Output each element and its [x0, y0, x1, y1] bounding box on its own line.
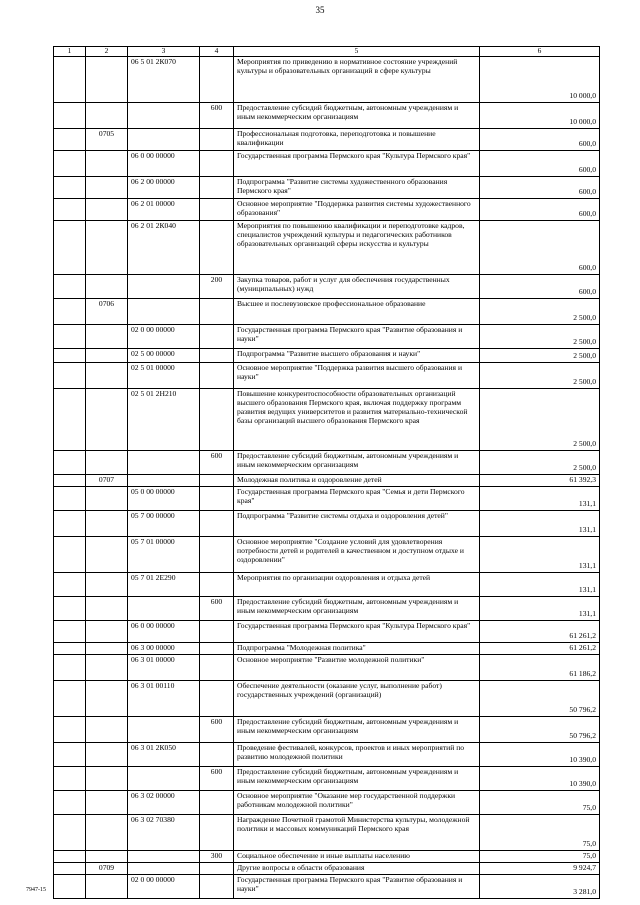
cell-description: Государственная программа Пермского края "Культура Пермского края"	[234, 150, 480, 176]
cell-description: Подпрограмма "Развитие системы художественного образования Пермского края"	[234, 176, 480, 198]
cell-expense-type	[200, 176, 234, 198]
cell-target-code	[128, 128, 200, 150]
cell-section-code	[86, 324, 128, 348]
cell-expense-type	[200, 814, 234, 850]
cell-target-code	[128, 766, 200, 790]
table-row	[54, 874, 600, 898]
cell-target-code: 06 2 01 2К040	[128, 220, 200, 274]
cell-description: Государственная программа Пермского края "Развитие образования и науки"	[234, 874, 480, 898]
cell-amount: 10 000,0	[480, 102, 600, 128]
cell-expense-type	[200, 742, 234, 766]
cell-amount: 50 796,2	[480, 716, 600, 742]
cell-amount: 3 281,0	[480, 874, 600, 898]
table-row	[54, 642, 600, 654]
cell-expense-type	[200, 220, 234, 274]
cell-col-1	[54, 486, 86, 510]
cell-target-code: 06 3 02 70380	[128, 814, 200, 850]
cell-col-1	[54, 790, 86, 814]
cell-section-code	[86, 220, 128, 274]
table-row	[54, 862, 600, 874]
cell-expense-type	[200, 324, 234, 348]
cell-expense-type	[200, 388, 234, 450]
cell-description: Государственная программа Пермского края "Культура Пермского края"	[234, 620, 480, 642]
cell-description: Мероприятия по организации оздоровления и отдыха детей	[234, 572, 480, 596]
cell-amount: 75,0	[480, 814, 600, 850]
cell-amount: 600,0	[480, 176, 600, 198]
cell-target-code	[128, 450, 200, 474]
cell-description: Профессиональная подготовка, переподготовка и повышение квалификации	[234, 128, 480, 150]
cell-target-code	[128, 298, 200, 324]
cell-amount: 10 000,0	[480, 56, 600, 102]
cell-section-code	[86, 362, 128, 388]
cell-description: Обеспечение деятельности (оказание услуг, выполнение работ) государственных учреждений (организаций)	[234, 680, 480, 716]
table-row	[54, 790, 600, 814]
cell-amount: 61 261,2	[480, 642, 600, 654]
cell-col-1	[54, 742, 86, 766]
cell-expense-type	[200, 790, 234, 814]
cell-col-1	[54, 388, 86, 450]
cell-section-code	[86, 536, 128, 572]
cell-target-code: 02 5 01 2Н210	[128, 388, 200, 450]
cell-col-1	[54, 176, 86, 198]
cell-description: Молодежная политика и оздоровление детей	[234, 474, 480, 486]
cell-col-1	[54, 596, 86, 620]
cell-target-code: 06 3 02 00000	[128, 790, 200, 814]
header-col-1: 1	[54, 47, 86, 57]
cell-col-1	[54, 862, 86, 874]
cell-section-code	[86, 680, 128, 716]
cell-col-1	[54, 220, 86, 274]
cell-description: Предоставление субсидий бюджетным, автономным учреждениям и иным некоммерческим организациям	[234, 716, 480, 742]
cell-expense-type: 300	[200, 850, 234, 862]
header-col-4: 4	[200, 47, 234, 57]
cell-col-1	[54, 850, 86, 862]
cell-target-code	[128, 850, 200, 862]
header-col-5: 5	[234, 47, 480, 57]
cell-description: Мероприятия по повышению квалификации и переподготовке кадров, специалистов учреждений культуры и педагогических работников образовательных организаций сферы искусства и культуры	[234, 220, 480, 274]
cell-section-code	[86, 572, 128, 596]
table-row	[54, 220, 600, 274]
cell-description: Подпрограмма "Молодежная политика"	[234, 642, 480, 654]
cell-description: Основное мероприятие "Создание условий для удовлетворения потребности детей и родителей в качественном и доступном отдыхе и оздоровлении"	[234, 536, 480, 572]
cell-amount: 131,1	[480, 510, 600, 536]
table-row	[54, 536, 600, 572]
cell-expense-type	[200, 680, 234, 716]
cell-section-code	[86, 274, 128, 298]
cell-description: Государственная программа Пермского края "Семья и дети Пермского края"	[234, 486, 480, 510]
cell-col-1	[54, 814, 86, 850]
cell-col-1	[54, 572, 86, 596]
cell-col-1	[54, 716, 86, 742]
cell-amount: 600,0	[480, 274, 600, 298]
cell-amount: 50 796,2	[480, 680, 600, 716]
cell-amount: 131,1	[480, 536, 600, 572]
cell-amount: 131,1	[480, 596, 600, 620]
cell-target-code	[128, 716, 200, 742]
cell-section-code	[86, 198, 128, 220]
cell-amount: 10 390,0	[480, 742, 600, 766]
cell-section-code	[86, 642, 128, 654]
cell-expense-type: 600	[200, 716, 234, 742]
cell-expense-type	[200, 510, 234, 536]
cell-description: Другие вопросы в области образования	[234, 862, 480, 874]
cell-col-1	[54, 874, 86, 898]
table-row	[54, 510, 600, 536]
cell-target-code	[128, 596, 200, 620]
cell-target-code: 06 3 01 2К050	[128, 742, 200, 766]
cell-expense-type	[200, 486, 234, 510]
table-row	[54, 198, 600, 220]
cell-section-code	[86, 716, 128, 742]
cell-target-code: 02 0 00 00000	[128, 324, 200, 348]
cell-section-code	[86, 388, 128, 450]
cell-col-1	[54, 198, 86, 220]
cell-col-1	[54, 620, 86, 642]
cell-section-code	[86, 102, 128, 128]
cell-expense-type	[200, 198, 234, 220]
cell-section-code: 0707	[86, 474, 128, 486]
cell-col-1	[54, 450, 86, 474]
cell-section-code	[86, 150, 128, 176]
cell-amount: 600,0	[480, 128, 600, 150]
cell-col-1	[54, 510, 86, 536]
cell-target-code: 02 0 00 00000	[128, 874, 200, 898]
cell-amount: 75,0	[480, 790, 600, 814]
cell-amount: 2 500,0	[480, 298, 600, 324]
cell-col-1	[54, 642, 86, 654]
cell-expense-type	[200, 642, 234, 654]
table-row	[54, 486, 600, 510]
cell-expense-type	[200, 298, 234, 324]
cell-expense-type	[200, 572, 234, 596]
cell-expense-type	[200, 536, 234, 572]
cell-col-1	[54, 474, 86, 486]
table-row	[54, 766, 600, 790]
cell-description: Основное мероприятие "Поддержка развития высшего образования и науки"	[234, 362, 480, 388]
cell-col-1	[54, 274, 86, 298]
cell-target-code: 06 3 01 00000	[128, 654, 200, 680]
table-row	[54, 324, 600, 348]
table-row	[54, 850, 600, 862]
cell-col-1	[54, 680, 86, 716]
table-row	[54, 620, 600, 642]
cell-expense-type: 200	[200, 274, 234, 298]
cell-amount: 61 261,2	[480, 620, 600, 642]
table-row	[54, 362, 600, 388]
cell-description: Предоставление субсидий бюджетным, автономным учреждениям и иным некоммерческим организациям	[234, 102, 480, 128]
cell-amount: 2 500,0	[480, 362, 600, 388]
cell-expense-type	[200, 348, 234, 362]
cell-section-code: 0709	[86, 862, 128, 874]
header-col-6: 6	[480, 47, 600, 57]
cell-section-code: 0705	[86, 128, 128, 150]
table-row	[54, 450, 600, 474]
cell-target-code: 02 5 01 00000	[128, 362, 200, 388]
cell-col-1	[54, 150, 86, 176]
table-row	[54, 128, 600, 150]
cell-section-code	[86, 654, 128, 680]
header-col-2: 2	[86, 47, 128, 57]
cell-amount: 600,0	[480, 220, 600, 274]
cell-expense-type	[200, 620, 234, 642]
cell-amount: 2 500,0	[480, 348, 600, 362]
cell-expense-type	[200, 654, 234, 680]
cell-col-1	[54, 536, 86, 572]
cell-expense-type: 600	[200, 766, 234, 790]
cell-target-code	[128, 274, 200, 298]
cell-description: Награждение Почетной грамотой Министерства культуры, молодежной политики и массовых коммуникаций Пермского края	[234, 814, 480, 850]
cell-section-code	[86, 348, 128, 362]
cell-section-code	[86, 510, 128, 536]
cell-target-code: 05 7 01 00000	[128, 536, 200, 572]
cell-amount: 2 500,0	[480, 388, 600, 450]
cell-amount: 600,0	[480, 150, 600, 176]
cell-amount: 61 392,3	[480, 474, 600, 486]
cell-expense-type	[200, 128, 234, 150]
cell-target-code: 05 7 00 00000	[128, 510, 200, 536]
table-row	[54, 102, 600, 128]
table-row	[54, 348, 600, 362]
cell-amount: 2 500,0	[480, 450, 600, 474]
cell-description: Социальное обеспечение и иные выплаты населению	[234, 850, 480, 862]
cell-expense-type	[200, 474, 234, 486]
cell-section-code	[86, 450, 128, 474]
cell-description: Основное мероприятие "Развитие молодежной политики"	[234, 654, 480, 680]
cell-description: Подпрограмма "Развитие высшего образования и науки"	[234, 348, 480, 362]
cell-section-code	[86, 620, 128, 642]
cell-col-1	[54, 324, 86, 348]
table-row	[54, 474, 600, 486]
cell-target-code: 06 3 00 00000	[128, 642, 200, 654]
cell-amount: 75,0	[480, 850, 600, 862]
cell-target-code: 06 3 01 00110	[128, 680, 200, 716]
cell-section-code: 0706	[86, 298, 128, 324]
cell-expense-type: 600	[200, 102, 234, 128]
cell-description: Предоставление субсидий бюджетным, автономным учреждениям и иным некоммерческим организациям	[234, 450, 480, 474]
table-row	[54, 56, 600, 102]
cell-section-code	[86, 176, 128, 198]
cell-target-code: 06 5 01 2К070	[128, 56, 200, 102]
cell-section-code	[86, 814, 128, 850]
footer-code: 7947-15	[26, 887, 46, 893]
cell-col-1	[54, 128, 86, 150]
cell-col-1	[54, 102, 86, 128]
cell-section-code	[86, 850, 128, 862]
cell-col-1	[54, 362, 86, 388]
cell-amount: 600,0	[480, 198, 600, 220]
cell-expense-type	[200, 874, 234, 898]
page-number: 35	[315, 5, 325, 15]
table-row	[54, 388, 600, 450]
cell-description: Повышение конкурентоспособности образовательных организаций высшего образования Пермского края, включая поддержку программ развития ведущих университетов и развития материально-технической базы организаций высшего образования Пермского края	[234, 388, 480, 450]
cell-target-code	[128, 102, 200, 128]
table-row	[54, 150, 600, 176]
cell-target-code	[128, 862, 200, 874]
cell-section-code	[86, 56, 128, 102]
cell-expense-type	[200, 862, 234, 874]
budget-table	[53, 46, 600, 899]
cell-col-1	[54, 348, 86, 362]
cell-col-1	[54, 56, 86, 102]
table-row	[54, 572, 600, 596]
cell-description: Высшее и послевузовское профессиональное образование	[234, 298, 480, 324]
cell-description: Основное мероприятие "Оказание мер государственной поддержки работникам молодежной политики"	[234, 790, 480, 814]
cell-target-code: 06 2 01 00000	[128, 198, 200, 220]
cell-expense-type	[200, 150, 234, 176]
cell-target-code: 05 7 01 2Е290	[128, 572, 200, 596]
cell-expense-type: 600	[200, 450, 234, 474]
cell-target-code: 05 0 00 00000	[128, 486, 200, 510]
cell-col-1	[54, 654, 86, 680]
cell-amount: 9 924,7	[480, 862, 600, 874]
header-col-3: 3	[128, 47, 200, 57]
cell-amount: 61 186,2	[480, 654, 600, 680]
cell-amount: 131,1	[480, 486, 600, 510]
table-row	[54, 742, 600, 766]
cell-col-1	[54, 298, 86, 324]
table-row	[54, 298, 600, 324]
cell-section-code	[86, 742, 128, 766]
cell-section-code	[86, 766, 128, 790]
cell-expense-type: 600	[200, 596, 234, 620]
cell-amount: 131,1	[480, 572, 600, 596]
cell-target-code: 06 0 00 00000	[128, 620, 200, 642]
cell-description: Предоставление субсидий бюджетным, автономным учреждениям и иным некоммерческим организациям	[234, 596, 480, 620]
cell-target-code: 06 0 00 00000	[128, 150, 200, 176]
table-row	[54, 716, 600, 742]
cell-description: Проведение фестивалей, конкурсов, проектов и иных мероприятий по развитию молодежной политики	[234, 742, 480, 766]
cell-section-code	[86, 596, 128, 620]
table-row	[54, 274, 600, 298]
cell-section-code	[86, 874, 128, 898]
table-row	[54, 654, 600, 680]
cell-target-code: 02 5 00 00000	[128, 348, 200, 362]
cell-description: Закупка товаров, работ и услуг для обеспечения государственных (муниципальных) нужд	[234, 274, 480, 298]
cell-target-code: 06 2 00 00000	[128, 176, 200, 198]
cell-expense-type	[200, 56, 234, 102]
table-header-row	[54, 47, 600, 57]
cell-description: Предоставление субсидий бюджетным, автономным учреждениям и иным некоммерческим организациям	[234, 766, 480, 790]
cell-description: Основное мероприятие "Поддержка развития системы художественного образования"	[234, 198, 480, 220]
cell-col-1	[54, 766, 86, 790]
cell-section-code	[86, 486, 128, 510]
table-row	[54, 176, 600, 198]
cell-description: Подпрограмма "Развитие системы отдыха и оздоровления детей"	[234, 510, 480, 536]
cell-amount: 2 500,0	[480, 324, 600, 348]
cell-expense-type	[200, 362, 234, 388]
cell-amount: 10 390,0	[480, 766, 600, 790]
cell-description: Государственная программа Пермского края "Развитие образования и науки"	[234, 324, 480, 348]
table-row	[54, 596, 600, 620]
table-row	[54, 814, 600, 850]
cell-section-code	[86, 790, 128, 814]
cell-description: Мероприятия по приведению в нормативное состояние учреждений культуры и образовательных организаций в сфере культуры	[234, 56, 480, 102]
cell-target-code	[128, 474, 200, 486]
table-row	[54, 680, 600, 716]
